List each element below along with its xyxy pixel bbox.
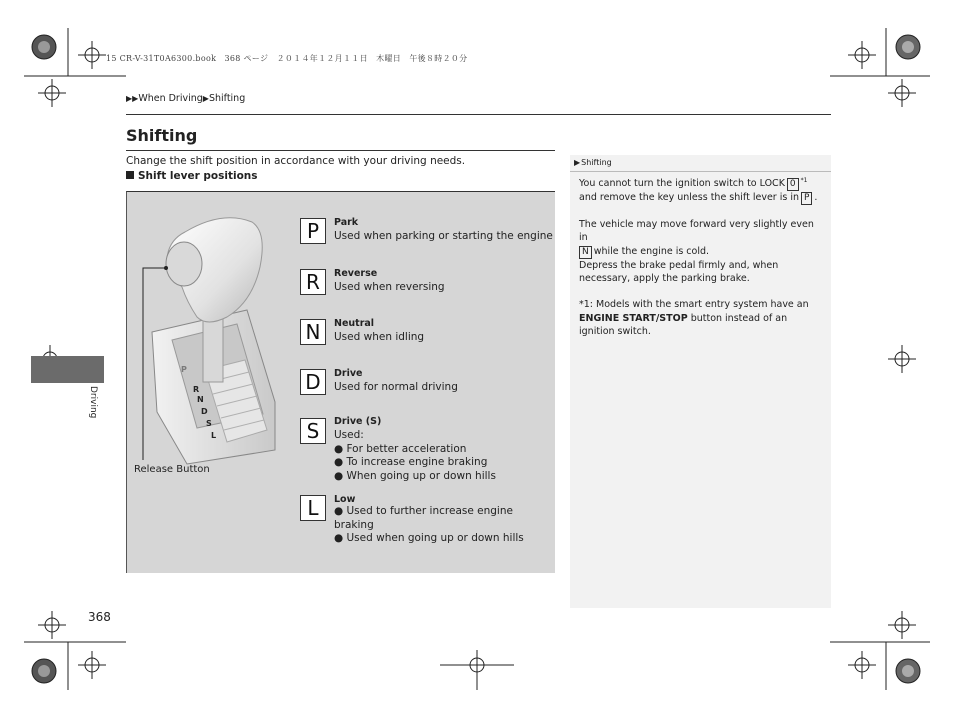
position-desc: Used when parking or starting the engine xyxy=(334,230,553,242)
gate-letter: S xyxy=(206,419,212,428)
position-title: Drive (S) xyxy=(334,416,382,427)
header-rule xyxy=(126,114,831,115)
position-title: Neutral xyxy=(334,318,375,329)
gear-n-icon: N xyxy=(300,319,326,345)
release-button-label: Release Button xyxy=(134,464,210,475)
gate-letter: N xyxy=(197,395,204,404)
key-0-icon: 0 xyxy=(787,178,799,191)
page-title: Shifting xyxy=(126,126,198,145)
page-number: 368 xyxy=(88,610,111,624)
shift-lever-figure xyxy=(126,191,555,573)
breadcrumb xyxy=(126,93,245,104)
note-arrow-icon: ▶ xyxy=(574,158,581,167)
gate-letter: P xyxy=(181,365,187,374)
section-subheading: Shift lever positions xyxy=(126,170,258,182)
gear-l-icon: L xyxy=(300,495,326,521)
sidebar-paragraph: *1: Models with the smart entry system have an ENGINE START/STOP button instead of an ignition switch. xyxy=(579,299,809,337)
key-n-icon: N xyxy=(579,246,592,259)
gear-p-icon: P xyxy=(300,218,326,244)
position-desc: Used: ● For better acceleration ● To increase engine braking ● When going up or down hills xyxy=(334,429,496,482)
sidebar-note xyxy=(570,155,831,608)
position-title: Low xyxy=(334,494,356,505)
gear-r-icon: R xyxy=(300,269,326,295)
title-rule xyxy=(126,150,555,151)
position-desc: Used when reversing xyxy=(334,281,445,293)
position-desc: Used for normal driving xyxy=(334,381,458,393)
gate-letter: L xyxy=(211,431,217,440)
chapter-tab-label: Driving xyxy=(88,386,98,419)
print-header: 15 CR-V-31T0A6300.book 368 ページ ２０１４年１２月１１日 木曜日 午後８時２０分 xyxy=(106,54,468,63)
gate-letter: R xyxy=(193,385,200,394)
key-p-icon: P xyxy=(801,192,812,205)
gear-s-icon: S xyxy=(300,418,326,444)
breadcrumb-item[interactable]: Shifting xyxy=(208,93,246,104)
position-title: Reverse xyxy=(334,268,378,279)
sidebar-paragraph: You cannot turn the ignition switch to LOCK 0 $^{*1}$ and remove the key unless the shift lever is in P . xyxy=(579,177,818,204)
breadcrumb-separator-icon: ▶ xyxy=(202,94,209,103)
position-title: Drive xyxy=(334,368,363,379)
sidebar-body xyxy=(579,174,823,351)
breadcrumb-item[interactable]: When Driving xyxy=(138,93,203,104)
gear-d-icon: D xyxy=(300,369,326,395)
breadcrumb-arrow-icon: ▶▶ xyxy=(126,94,139,103)
square-bullet-icon xyxy=(126,171,134,179)
position-desc: ● Used to further increase engine braking ● Used when going up or down hills xyxy=(334,505,524,544)
shift-lever-illustration xyxy=(127,192,297,482)
chapter-tab[interactable] xyxy=(31,356,104,383)
position-desc: Used when idling xyxy=(334,331,425,343)
intro-text: Change the shift position in accordance with your driving needs. xyxy=(126,155,466,167)
sidebar-paragraph: The vehicle may move forward very slightly even in N while the engine is cold. Depress the brake pedal firmly and, when necessary, apply the parking brake. xyxy=(579,219,814,285)
sidebar-heading: ▶Shifting xyxy=(570,155,831,172)
position-title: Park xyxy=(334,217,359,228)
gate-letter: D xyxy=(201,407,208,416)
